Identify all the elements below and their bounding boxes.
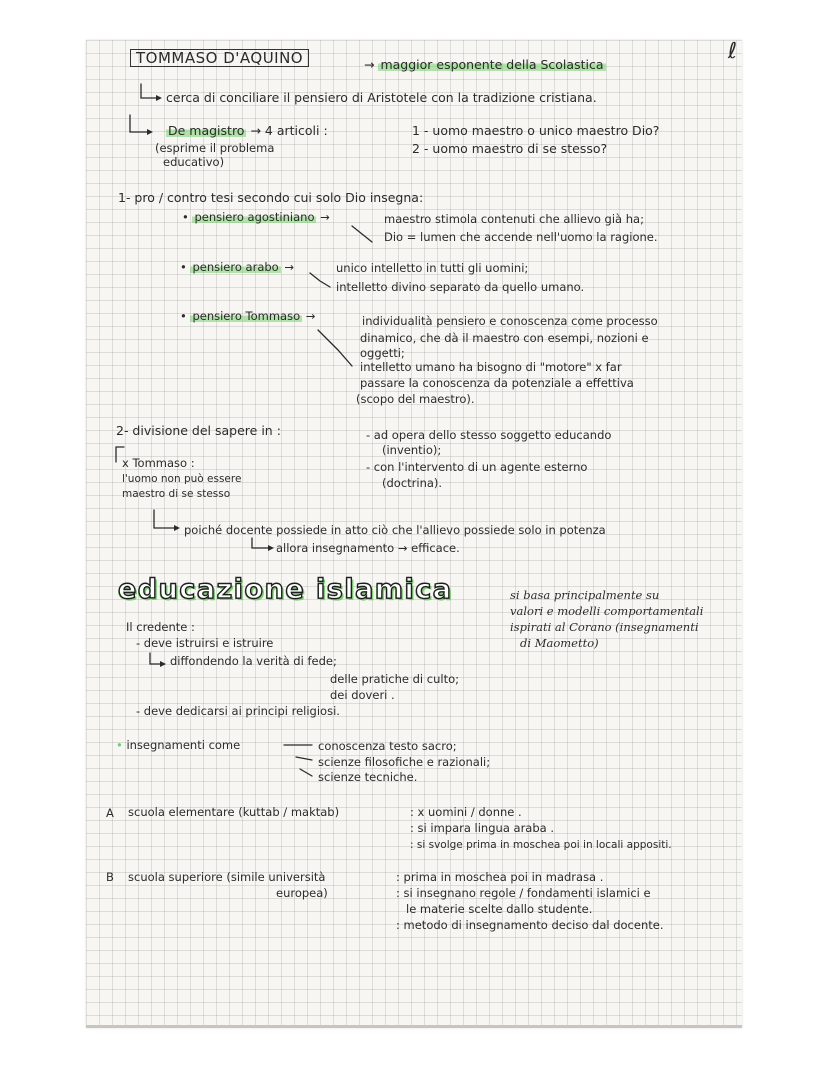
tommaso-text: pensiero Tommaso (192, 309, 301, 323)
scuola-a-point-1: : x uomini / donne . (410, 805, 522, 819)
sapere-option-1: - ad opera dello stesso soggetto educando (366, 428, 612, 442)
articoli-text: 4 articoli (264, 123, 320, 138)
poiche-line: poiché docente possiede in atto ciò che l'allievo possiede solo in potenza (184, 523, 606, 537)
sapere-option-2: - con l'intervento di un agente esterno (366, 460, 588, 474)
insegnamenti-text: insegnamenti come (126, 738, 241, 752)
credente-label: Il credente : (126, 620, 195, 634)
intro-line: cerca di conciliare il pensiero di Aristotele con la tradizione cristiana. (166, 90, 597, 105)
arabo-point-1: unico intelletto in tutti gli uomini; (336, 261, 529, 275)
title-desc-text: maggior esponente della Scolastica (380, 57, 604, 72)
scuola-b-point-3: le materie scelte dallo studente. (406, 902, 593, 916)
doveri-line: dei doveri . (330, 688, 395, 702)
scuola-a-marker: A (106, 806, 114, 820)
de-magistro-label: De magistro → 4 articoli : (168, 123, 328, 138)
agostiniano-text: pensiero agostiniano (194, 210, 315, 224)
section1-heading: 1- pro / contro tesi secondo cui solo Dio insegna: (118, 190, 424, 205)
diffondendo-line: diffondendo la verità di fede; (170, 654, 337, 668)
tommaso-side-1: x Tommaso : (122, 456, 195, 470)
arabo-point-2: intelletto divino separato da quello umano. (336, 280, 585, 294)
section2-heading: 2- divisione del sapere in : (116, 423, 281, 438)
arabo-text: pensiero arabo (192, 260, 279, 274)
islam-note-4: di Maometto) (520, 636, 599, 650)
tommaso-point-3: oggetti; (360, 346, 405, 360)
scuola-b-marker: B (106, 870, 114, 884)
agostiniano-label: • pensiero agostiniano → (182, 210, 330, 224)
islam-note-3: ispirati al Corano (insegnamenti (510, 620, 699, 634)
tommaso-point-1: individualità pensiero e conoscenza come processo (362, 314, 658, 328)
deve-istruirsi: - deve istruirsi e istruire (136, 636, 274, 650)
title-box: TOMMASO D'AQUINO (130, 49, 309, 67)
scuola-superiore: scuola superiore (simile università (128, 870, 326, 884)
islam-note-1: si basa principalmente su (510, 588, 660, 602)
insegnamento-2: scienze filosofiche e razionali; (318, 755, 491, 769)
islam-note-2: valori e modelli comportamentali (510, 604, 704, 618)
arabo-label: • pensiero arabo → (180, 260, 294, 274)
insegnamento-3: scienze tecniche. (318, 770, 418, 784)
esprime-note: (esprime il problema (155, 141, 275, 155)
de-magistro-text: De magistro (168, 123, 245, 138)
tommaso-side-2: l'uomo non può essere (122, 473, 242, 485)
articolo-2: 2 - uomo maestro di se stesso? (412, 141, 608, 156)
tommaso-point-2: dinamico, che dà il maestro con esempi, nozioni e (360, 331, 649, 345)
deve-dedicarsi: - deve dedicarsi ai principi religiosi. (136, 704, 340, 718)
scuola-a-point-2: : si impara lingua araba . (410, 821, 554, 835)
tommaso-point-6: (scopo del maestro). (356, 392, 475, 406)
insegnamento-1: conoscenza testo sacro; (318, 739, 457, 753)
articolo-1: 1 - uomo maestro o unico maestro Dio? (412, 123, 660, 138)
scuola-elementare: scuola elementare (kuttab / maktab) (128, 805, 340, 819)
page-corner-mark: ℓ (728, 39, 738, 64)
agostiniano-point-2: Dio = lumen che accende nell'uomo la ragione. (384, 230, 658, 244)
scuola-b-point-4: : metodo di insegnamento deciso dal docente. (396, 918, 664, 932)
insegnamenti-label: • insegnamenti come (116, 738, 241, 752)
tommaso-side-3: maestro di se stesso (122, 488, 231, 500)
pratiche-line: delle pratiche di culto; (330, 672, 459, 686)
tommaso-label: • pensiero Tommaso → (180, 309, 316, 323)
allora-line: allora insegnamento → efficace. (276, 541, 460, 555)
scuola-b-point-1: : prima in moschea poi in madrasa . (396, 870, 604, 884)
title-description: → maggior esponente della Scolastica (364, 57, 604, 72)
educativo-note: educativo) (163, 155, 225, 169)
scuola-superiore-2: europea) (276, 886, 328, 900)
tommaso-point-5: passare la conoscenza da potenziale a effettiva (360, 376, 634, 390)
tommaso-point-4: intelletto umano ha bisogno di "motore" x far (360, 360, 622, 374)
scuola-b-point-2: : si insegnano regole / fondamenti islamici e (396, 886, 651, 900)
sapere-option-2b: (doctrina). (382, 476, 443, 490)
islam-heading: educazione islamica (118, 574, 453, 605)
sapere-option-1b: (inventio); (382, 443, 442, 457)
agostiniano-point-1: maestro stimola contenuti che allievo già ha; (384, 212, 644, 226)
scuola-a-point-3: : si svolge prima in moschea poi in locali appositi. (410, 839, 672, 851)
